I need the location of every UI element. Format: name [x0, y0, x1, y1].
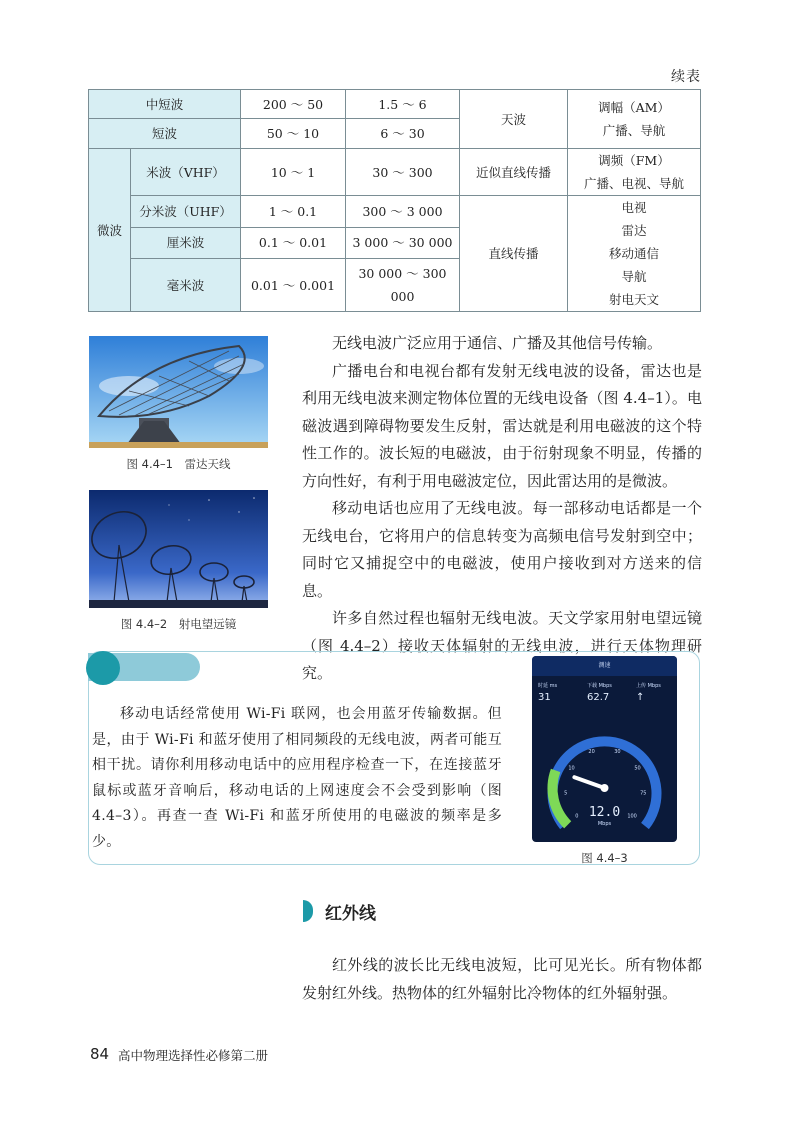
table-continued-label: 续表 — [671, 69, 701, 85]
table-cell — [568, 149, 701, 196]
use-line: 移动通信 — [608, 246, 659, 261]
table-cell: 1.5 ～ 6 — [346, 90, 460, 119]
figure-caption: 图 4.4–2 射电望远镜 — [120, 617, 237, 631]
activity-icon — [86, 651, 120, 685]
figure-radio-telescope — [89, 490, 268, 632]
gauge-speed-unit: Mbps — [597, 821, 612, 827]
radar-antenna-image — [89, 336, 268, 448]
gauge-speed-value: 12.0 — [588, 805, 621, 820]
stat-upload — [636, 682, 677, 703]
table-cell: 30 000 ～ 300 000 — [346, 259, 460, 312]
speed-gauge — [532, 716, 677, 842]
figure-caption: 图 4.4–3 — [581, 851, 628, 865]
table-cell — [568, 196, 701, 312]
section-marker — [303, 900, 313, 922]
table-cell: 3 000 ～ 30 000 — [346, 227, 460, 259]
section-text: 红外线的波长比无线电波短，比可见光长。所有物体都发射红外线。热物体的红外辐射比冷物体的红外辐射强。 — [302, 956, 702, 1002]
table-cell: 分米波（UHF） — [131, 196, 241, 228]
table-cell — [568, 90, 701, 149]
stat-label: 下载 Mbps — [587, 683, 612, 689]
table-cell: 直线传播 — [460, 196, 568, 312]
table-cell: 短波 — [89, 119, 241, 149]
gauge-needle — [574, 777, 604, 788]
stat-latency — [538, 682, 586, 703]
use-line: 射电天文 — [608, 292, 659, 307]
use-line: 雷达 — [621, 223, 647, 238]
table-cell: 中短波 — [89, 90, 241, 119]
speed-test-stats — [532, 676, 677, 716]
gauge-tick-label: 50 — [634, 765, 641, 772]
gauge-tick-label: 75 — [640, 790, 647, 797]
speed-test-header: 测速 — [532, 656, 677, 676]
stat-label: 上传 Mbps — [636, 683, 661, 689]
table-cell: 微波 — [89, 149, 131, 312]
gauge-tick-label: 100 — [627, 813, 637, 820]
table-cell: 0.01 ～ 0.001 — [241, 259, 346, 312]
gauge-tick-label: 0 — [575, 813, 579, 820]
section-title: 红外线 — [325, 904, 376, 924]
paragraph: 移动电话也应用了无线电波。每一部移动电话都是一个无线电台，它将用户的信息转变为高频电信号发射到空中；同时它又捕捉空中的电磁波，使用户接收到对方送来的信息。 — [302, 499, 702, 600]
table-cell: 毫米波 — [131, 259, 241, 312]
use-line: 调幅（AM） — [598, 100, 670, 115]
table-cell: 厘米波 — [131, 227, 241, 259]
use-line: 调频（FM） — [598, 153, 670, 168]
page-number: 84 — [90, 1045, 110, 1063]
figure-caption: 图 4.4–1 雷达天线 — [126, 457, 231, 471]
body-text — [302, 330, 702, 688]
gauge-tick-label: 30 — [614, 749, 621, 756]
table-cell: 300 ～ 3 000 — [346, 196, 460, 228]
gauge-tick-label: 10 — [568, 765, 575, 772]
table-cell: 0.1 ～ 0.01 — [241, 227, 346, 259]
figure-radar — [89, 336, 268, 472]
paragraph: 许多自然过程也辐射无线电波。天文学家用射电望远镜（图 4.4–2）接收天体辐射的无线电波，进行天体物理研究。 — [302, 609, 702, 682]
activity-text: 移动电话经常使用 Wi-Fi 联网，也会用蓝牙传输数据。但是，由于 Wi-Fi 和蓝牙使用了相同频段的无线电波，两者可能互相干扰。请你利用移动电话中的应用程序检查一下，在连接蓝牙鼠标或蓝牙音响后，移动电话的上网速度会不会受到影响（图 4.4–3）。再查一查 Wi-Fi 和蓝牙所使用的电磁波的频率是多少。 — [92, 706, 502, 850]
stat-value: ↑ — [636, 692, 645, 703]
use-line: 导航 — [621, 269, 647, 284]
stat-value: 31 — [538, 692, 551, 703]
paragraph: 广播电台和电视台都有发射无线电波的设备，雷达也是利用无线电波来测定物体位置的无线电设备（图 4.4–1）。电磁波遇到障碍物要发生反射，雷达就是利用电磁波的这个特性工作的。波长短的电磁波，由于衍射现象不明显，传播的方向性好，有利于用电磁波定位，因此雷达用的是微波。 — [302, 361, 702, 490]
speed-test-screenshot — [532, 656, 677, 842]
gauge-tick-label: 20 — [588, 749, 595, 756]
table-cell: 6 ～ 30 — [346, 119, 460, 149]
use-line: 广播、电视、导航 — [583, 176, 684, 191]
wave-table — [88, 89, 701, 312]
use-line: 电视 — [621, 200, 647, 215]
table-cell: 米波（VHF） — [131, 149, 241, 196]
book-title: 高中物理选择性必修第二册 — [118, 1048, 269, 1063]
stat-label: 时延 ms — [538, 683, 558, 689]
table-cell: 近似直线传播 — [460, 149, 568, 196]
table-cell: 1 ～ 0.1 — [241, 196, 346, 228]
paragraph: 无线电波广泛应用于通信、广播及其他信号传输。 — [332, 334, 663, 352]
table-cell: 10 ～ 1 — [241, 149, 346, 196]
gauge-tick-label: 5 — [564, 790, 568, 797]
table-cell: 30 ～ 300 — [346, 149, 460, 196]
gauge-hub — [601, 784, 609, 792]
table-cell: 50 ～ 10 — [241, 119, 346, 149]
table-cell: 200 ～ 50 — [241, 90, 346, 119]
table-cell: 天波 — [460, 90, 568, 149]
stat-download — [587, 682, 635, 703]
radio-telescope-image — [89, 490, 268, 608]
stat-value: 62.7 — [587, 692, 610, 703]
use-line: 广播、导航 — [602, 123, 666, 138]
